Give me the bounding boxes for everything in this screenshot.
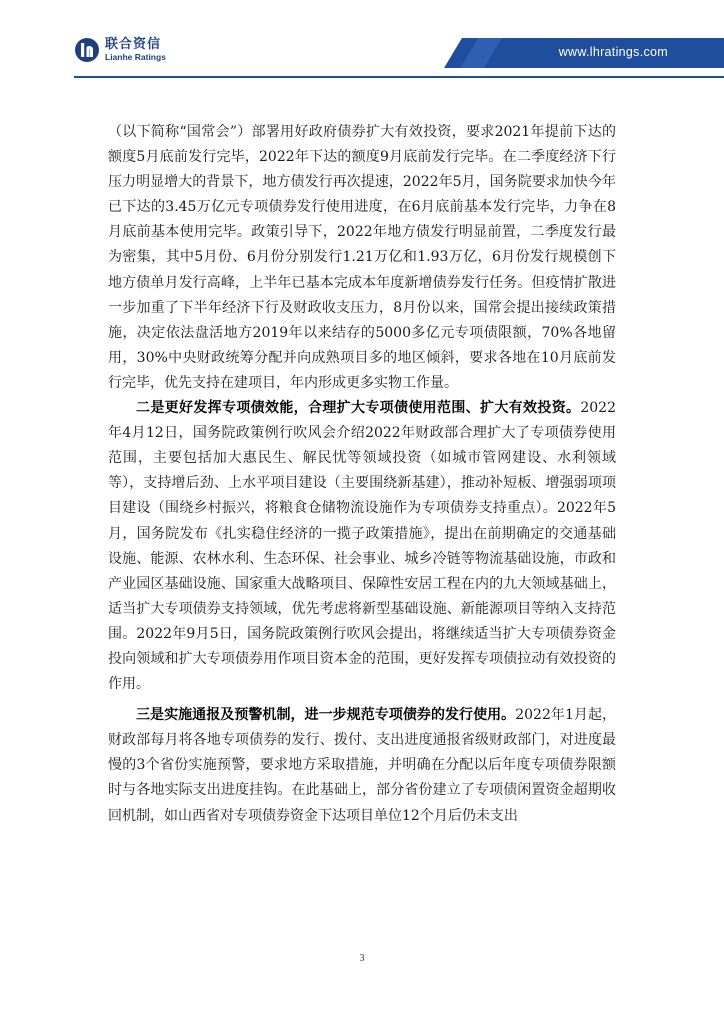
page-header — [0, 0, 724, 84]
paragraph-3 — [108, 703, 616, 828]
logo-english-name: Lianhe Ratings — [105, 52, 166, 63]
website-url: www.lhratings.com — [558, 45, 668, 59]
company-logo — [74, 34, 166, 66]
page-number: 3 — [359, 953, 365, 964]
paragraph-1: （以下简称“国常会”）部署用好政府债券扩大有效投资，要求2021年提前下达的额度5月底前发行完毕，2022年下达的额度9月底前发行完毕。在二季度经济下行压力明显增大的背景下，地方债发行再次提速，2022年5月，国务院要求加快今年已下达的3.45万亿元专项债券发行使用进度，在6月底前基本发行完毕，力争在8月底前基本使用完毕。政策引导下，2022年地方债发行明显前置，二季度发行最为密集，其中5月份、6月份分别发行1.21万亿和1.93万亿，6月份发行规模创下地方债单月发行高峰，上半年已基本完成本年度新增债券发行任务。但疫情扩散进一步加重了下半年经济下行及财政收支压力，8月份以来，国常会提出接续政策措施，决定依法盘活地方2019年以来结存的5000多亿元专项债限额，70%各地留用，30%中央财政统筹分配并向成熟项目多的地区倾斜，要求各地在10月底前发行完毕，优先支持在建项目，年内形成更多实物工作量。 — [108, 124, 616, 391]
document-body — [108, 120, 616, 829]
paragraph-2-heading: 二是更好发挥专项债效能，合理扩大专项债使用范围、扩大有效投资。 — [136, 400, 581, 417]
paragraph-3-heading: 三是实施通报及预警机制，进一步规范专项债券的发行使用。 — [136, 707, 516, 724]
paragraph-2 — [108, 396, 616, 697]
lianhe-logo-icon — [74, 37, 100, 63]
header-rule — [74, 76, 724, 78]
logo-chinese-name: 联合资信 — [105, 37, 162, 53]
paragraph-2-text: 2022年4月12日，国务院政策例行吹风会介绍2022年财政部合理扩大了专项债券使用范围，主要包括加大惠民生、解民忧等领域投资（如城市管网建设、水利领域等），支持增后劲、上水平项目建设（主要围绕新基建），推动补短板、增强弱项项目建设（围绕乡村振兴，将粮食仓储物流设施作为专项债券支持重点）。2022年5月，国务院发布《扎实稳住经济的一揽子政策措施》，提出在前期确定的交通基础设施、能源、农林水利、生态环保、社会事业、城乡冷链等物流基础设施，市政和产业园区基础设施、国家重大战略项目、保障性安居工程在内的九大领域基础上，适当扩大专项债券支持领域，优先考虑将新型基础设施、新能源项目等纳入支持范围。2022年9月5日，国务院政策例行吹风会提出，将继续适当扩大专项债券资金投向领域和扩大专项债券用作项目资本金的范围，更好发挥专项债拉动有效投资的作用。 — [108, 400, 616, 693]
paragraph-3-text: 2022年1月起，财政部每月将各地专项债券的发行、拨付、支出进度通报省级财政部门，对进度最慢的3个省份实施预警，要求地方采取措施，并明确在分配以后年度专项债券限额时与各地实际支出进度挂钩。在此基础上，部分省份建立了专项债闲置资金超期收回机制，如山西省对专项债券资金下达项目单位12个月后仍未支出 — [108, 707, 616, 824]
